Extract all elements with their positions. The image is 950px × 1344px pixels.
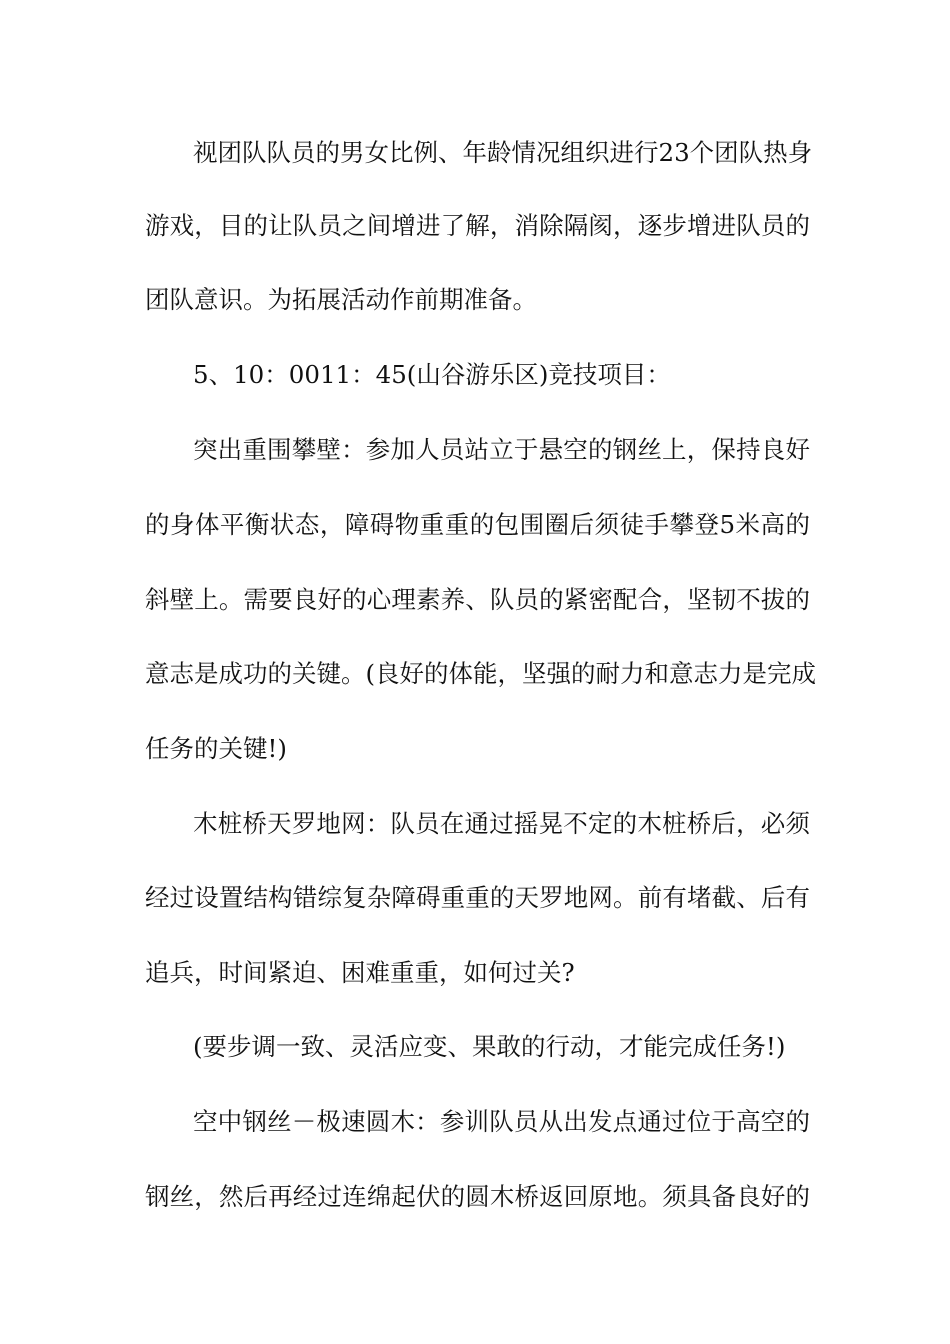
text-line: 游戏，目的让队员之间增进了解，消除隔阂，逐步增进队员的 [145,211,810,240]
text-line: 木桩桥天罗地网：队员在通过摇晃不定的木桩桥后，必须 [193,809,810,838]
text-line: 5、10：0011：45(山谷游乐区)竞技项目： [193,360,671,389]
text-line: 意志是成功的关键。(良好的体能，坚强的耐力和意志力是完成 [145,659,817,688]
text-line: 空中钢丝－极速圆木：参训队员从出发点通过位于高空的 [193,1107,810,1136]
text-line: 经过设置结构错综复杂障碍重重的天罗地网。前有堵截、后有 [145,883,810,912]
text-line: 视团队队员的男女比例、年龄情况组织进行23个团队热身 [193,138,813,167]
text-line: 突出重围攀壁：参加人员站立于悬空的钢丝上，保持良好 [193,435,810,464]
text-line: 团队意识。为拓展活动作前期准备。 [145,285,537,314]
text-line: 钢丝，然后再经过连绵起伏的圆木桥返回原地。须具备良好的 [145,1182,810,1211]
text-line: (要步调一致、灵活应变、果敢的行动，才能完成任务!) [193,1032,786,1061]
text-line: 斜壁上。需要良好的心理素养、队员的紧密配合，坚韧不拔的 [145,585,810,614]
text-line: 追兵，时间紧迫、困难重重，如何过关? [145,958,575,987]
text-line: 的身体平衡状态，障碍物重重的包围圈后须徒手攀登5米高的 [145,510,810,539]
text-line: 任务的关键!) [145,734,287,763]
